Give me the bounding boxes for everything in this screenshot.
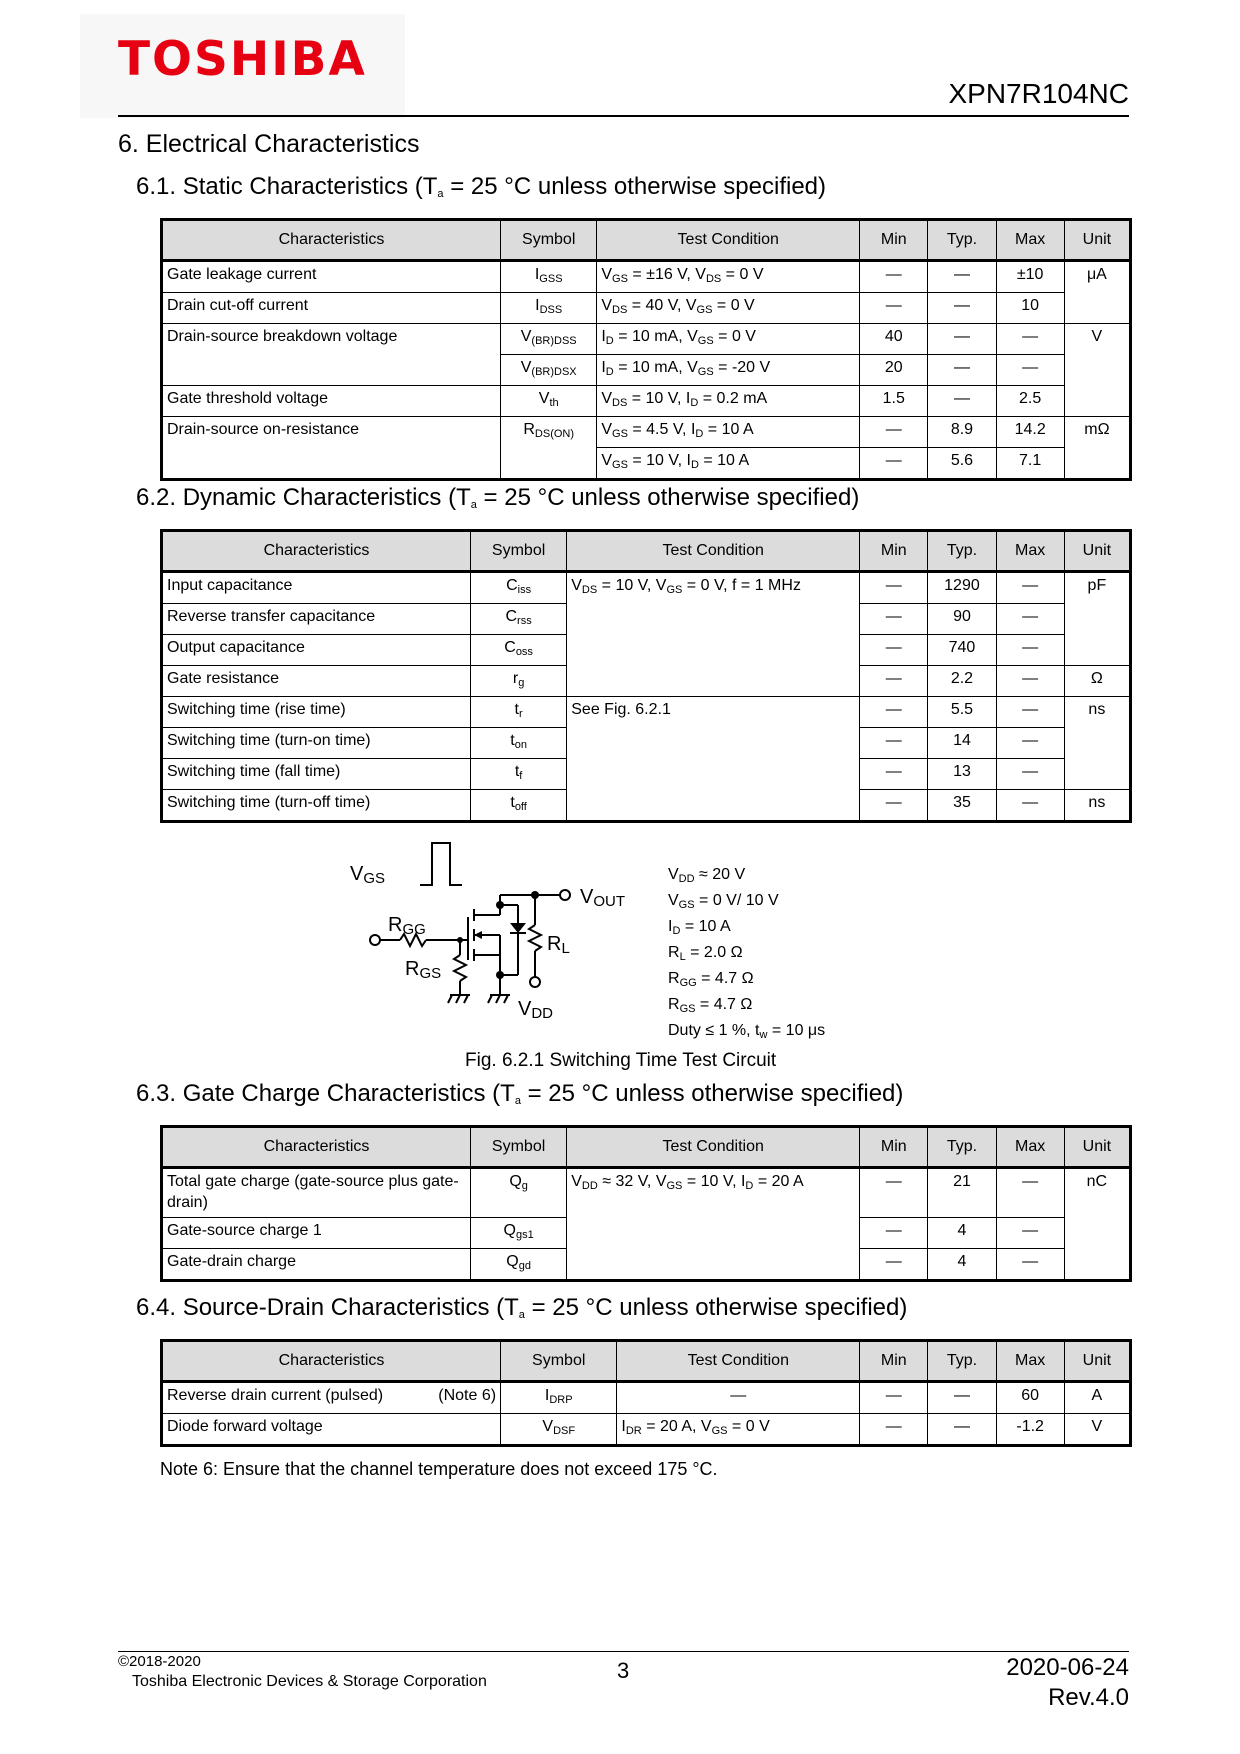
table-row: Gate resistance $r_g$ — 2.2 — Ω bbox=[162, 666, 1131, 697]
header-divider bbox=[118, 115, 1129, 117]
table-header-row: Characteristics Symbol Test Condition Min Typ. Max Unit bbox=[162, 531, 1131, 572]
section-6-4-title: 6.4. Source-Drain Characteristics ($T_a = 25$ °C unless otherwise specified) bbox=[136, 1294, 908, 1321]
source-drain-table bbox=[160, 1339, 1132, 1447]
figure-caption: Fig. 6.2.1 Switching Time Test Circuit bbox=[465, 1050, 777, 1071]
table-row: Switching time (turn-off time) $t_{off}$ — 35 — ns bbox=[162, 790, 1131, 822]
gate-charge-table bbox=[160, 1125, 1132, 1282]
table-row: Output capacitance $C_{oss}$ — 740 — bbox=[162, 635, 1131, 666]
table-row: Gate-source charge 1 $Q_{gs1}$ — 4 — bbox=[162, 1218, 1131, 1249]
dynamic-characteristics-table bbox=[160, 529, 1132, 823]
table-row: Input capacitance $C_{iss}$ $V_{DS} = 10$ V, $V_{GS} = 0$ V, f = 1 MHz — 1290 — pF bbox=[162, 572, 1131, 604]
revision-date: 2020-06-24 bbox=[1006, 1654, 1129, 1681]
page-number: 3 bbox=[617, 1658, 630, 1683]
test-parameters: $V_{DD} \approx 20$ V $V_{GS} = 0$ V/ 10 V $I_D = 10$ A $R_L = 2.0$ Ω $R_{GG} = 4.7$ Ω $R_{GS} = 4.7$ Ω Duty ≤ 1 %, $t_w = 10$ μs bbox=[668, 866, 826, 1041]
vgs-label: VGS bbox=[350, 863, 386, 887]
toshiba-logo: TOSHIBA bbox=[118, 32, 367, 87]
section-6-1-title: 6.1. Static Characteristics ($T_a = 25$ °C unless otherwise specified) bbox=[136, 173, 826, 200]
input-terminal bbox=[370, 935, 380, 945]
table-row: Gate leakage current $I_{GSS}$ $V_{GS} = \pm 16$ V, $V_{DS} = 0$ V — — ±10 μA bbox=[162, 261, 1131, 293]
footer-divider bbox=[118, 1651, 1129, 1652]
table-row: Gate-drain charge $Q_{gd}$ — 4 — bbox=[162, 1249, 1131, 1281]
table-row: $V_{GS} = 10$ V, $I_D = 10$ A — 5.6 7.1 bbox=[162, 448, 1131, 480]
table-row: Switching time (fall time) $t_f$ — 13 — bbox=[162, 759, 1131, 790]
gate-pulse-waveform bbox=[420, 843, 462, 885]
rgg-label: RGG bbox=[388, 914, 426, 938]
table-row: Drain-source breakdown voltage $V_{(BR)DSS}$ $I_D = 10$ mA, $V_{GS} = 0$ V 40 — — V bbox=[162, 324, 1131, 355]
table-header-row: Characteristics Symbol Test Condition Min Typ. Max Unit bbox=[162, 1127, 1131, 1168]
vdd-terminal bbox=[530, 977, 540, 987]
table-row: Switching time (rise time) $t_r$ See Fig. 6.2.1 — 5.5 — ns bbox=[162, 697, 1131, 728]
note-6: Note 6: Ensure that the channel temperature does not exceed 175 °C. bbox=[160, 1459, 718, 1479]
table-header-row: Characteristics Symbol Test Condition Min Typ. Max Unit bbox=[162, 220, 1131, 261]
company-name: Toshiba Electronic Devices & Storage Corporation bbox=[132, 1673, 487, 1690]
part-number: XPN7R104NC bbox=[948, 78, 1129, 109]
static-characteristics-table bbox=[160, 218, 1132, 481]
rgs-label: RGS bbox=[405, 958, 442, 982]
table-row: Diode forward voltage $V_{DSF}$ $I_{DR} = 20$ A, $V_{GS} = 0$ V — — -1.2 V bbox=[162, 1414, 1131, 1446]
table-row: Drain cut-off current $I_{DSS}$ $V_{DS} = 40$ V, $V_{GS} = 0$ V — — 10 bbox=[162, 293, 1131, 324]
table-row: $V_{(BR)DSX}$ $I_D = 10$ mA, $V_{GS} = -20$ V 20 — — bbox=[162, 355, 1131, 386]
vout-label: VOUT bbox=[580, 886, 626, 910]
table-header-row: Characteristics Symbol Test Condition Min Typ. Max Unit bbox=[162, 1341, 1131, 1382]
body-diode-icon bbox=[510, 923, 526, 933]
table-row: Total gate charge (gate-source plus gate-drain) $Q_g$ $V_{DD} \approx 32$ V, $V_{GS} = 10$ V, $I_D = 20$ A — 21 — nC bbox=[162, 1168, 1131, 1218]
table-row: Drain-source on-resistance $R_{DS(ON)}$ $V_{GS} = 4.5$ V, $I_D = 10$ A — 8.9 14.2 mΩ bbox=[162, 417, 1131, 448]
rgs-resistor bbox=[454, 955, 466, 981]
rl-resistor bbox=[529, 925, 541, 951]
table-row: Switching time (turn-on time) $t_{on}$ — 14 — bbox=[162, 728, 1131, 759]
vdd-label: VDD bbox=[518, 998, 554, 1022]
table-row: Reverse transfer capacitance $C_{rss}$ — 90 — bbox=[162, 604, 1131, 635]
revision-number: Rev.4.0 bbox=[1048, 1684, 1129, 1711]
section-6-2-title: 6.2. Dynamic Characteristics ($T_a = 25$ °C unless otherwise specified) bbox=[136, 484, 860, 511]
mosfet-arrow-icon bbox=[474, 931, 482, 939]
copyright: ©2018-2020 bbox=[118, 1653, 201, 1670]
vout-terminal bbox=[560, 890, 570, 900]
table-row: Gate threshold voltage $V_{th}$ $V_{DS} = 10$ V, $I_D = 0.2$ mA 1.5 — 2.5 bbox=[162, 386, 1131, 417]
rl-label: RL bbox=[547, 933, 570, 957]
section-6-title: 6. Electrical Characteristics bbox=[118, 130, 420, 158]
section-6-3-title: 6.3. Gate Charge Characteristics ($T_a = 25$ °C unless otherwise specified) bbox=[136, 1080, 904, 1107]
table-row: Reverse drain current (pulsed) (Note 6) $I_{DRP}$ — — — 60 A bbox=[162, 1382, 1131, 1414]
